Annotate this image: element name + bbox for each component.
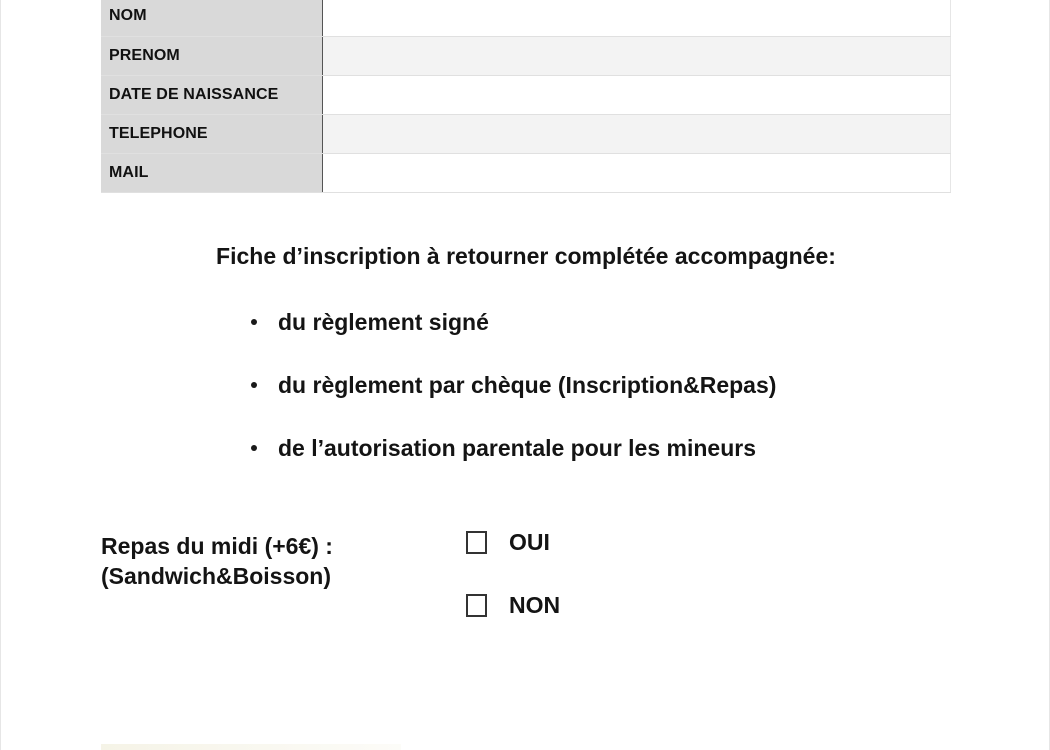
meal-label-line2: (Sandwich&Boisson) [101, 563, 332, 589]
nom-field[interactable] [322, 0, 951, 36]
field-label-date-naissance: DATE DE NAISSANCE [101, 75, 322, 114]
table-row [101, 36, 951, 75]
meal-label [101, 531, 333, 591]
oui-label: OUI [509, 529, 550, 555]
meal-option-oui[interactable] [466, 529, 550, 556]
instructions-title: Fiche d’inscription à retourner complétée accompagnée: [216, 243, 836, 269]
field-label-telephone: TELEPHONE [101, 114, 322, 153]
field-label-prenom: PRENOM [101, 36, 322, 75]
list-item-text: du règlement par chèque (Inscription&Repas) [278, 372, 777, 398]
prenom-field[interactable] [322, 36, 951, 75]
identity-table [101, 0, 951, 193]
list-item-text: de l’autorisation parentale pour les mineurs [278, 435, 757, 461]
field-label-mail: MAIL [101, 153, 322, 192]
table-row [101, 153, 951, 192]
list-item [251, 370, 776, 433]
bullet-icon [251, 445, 257, 451]
instructions-list [251, 307, 776, 496]
list-item-text: du règlement signé [278, 309, 489, 335]
meal-label-line1: Repas du midi (+6€) : [101, 533, 333, 559]
table-row [101, 75, 951, 114]
oui-checkbox[interactable] [466, 531, 487, 554]
mail-field[interactable] [322, 153, 951, 192]
bullet-icon [251, 319, 257, 325]
field-label-nom: NOM [101, 0, 322, 36]
telephone-field[interactable] [322, 114, 951, 153]
non-checkbox[interactable] [466, 594, 487, 617]
table-row [101, 114, 951, 153]
list-item [251, 307, 776, 370]
table-row [101, 0, 951, 36]
bullet-icon [251, 382, 257, 388]
date-naissance-field[interactable] [322, 75, 951, 114]
bottom-edge-fade [101, 744, 401, 750]
list-item [251, 433, 776, 496]
meal-option-non[interactable] [466, 592, 560, 619]
non-label: NON [509, 592, 561, 618]
